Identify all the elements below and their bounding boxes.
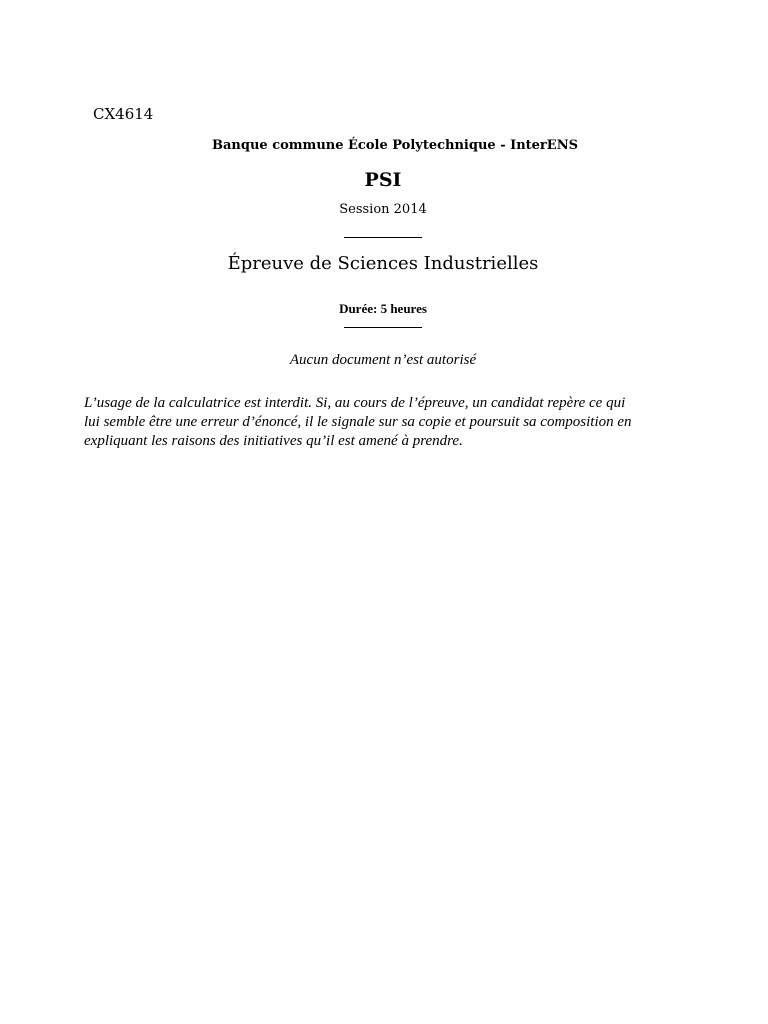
calculator-notice <box>84 394 684 451</box>
calculator-notice-line: L’usage de la calculatrice est interdit. Si, au cours de l’épreuve, un candidat repère ce qui <box>84 395 626 411</box>
calculator-notice-line: lui semble être une erreur d’énoncé, il le signale sur sa copie et poursuit sa composition en <box>84 414 632 430</box>
divider-top <box>344 237 422 238</box>
session-label: Session 2014 <box>339 202 427 217</box>
exam-title: Épreuve de Sciences Industrielles <box>227 253 539 274</box>
documents-notice: Aucun document n’est autorisé <box>289 352 477 368</box>
calculator-notice-line: expliquant les raisons des initiatives qu’il est amené à prendre. <box>84 433 463 449</box>
institution-title: Banque commune École Polytechnique - InterENS <box>212 138 578 153</box>
exam-code: CX4614 <box>93 105 154 123</box>
filiere-title: PSI <box>364 169 402 191</box>
exam-duration: Durée: 5 heures <box>339 301 427 316</box>
divider-bottom <box>344 327 422 328</box>
